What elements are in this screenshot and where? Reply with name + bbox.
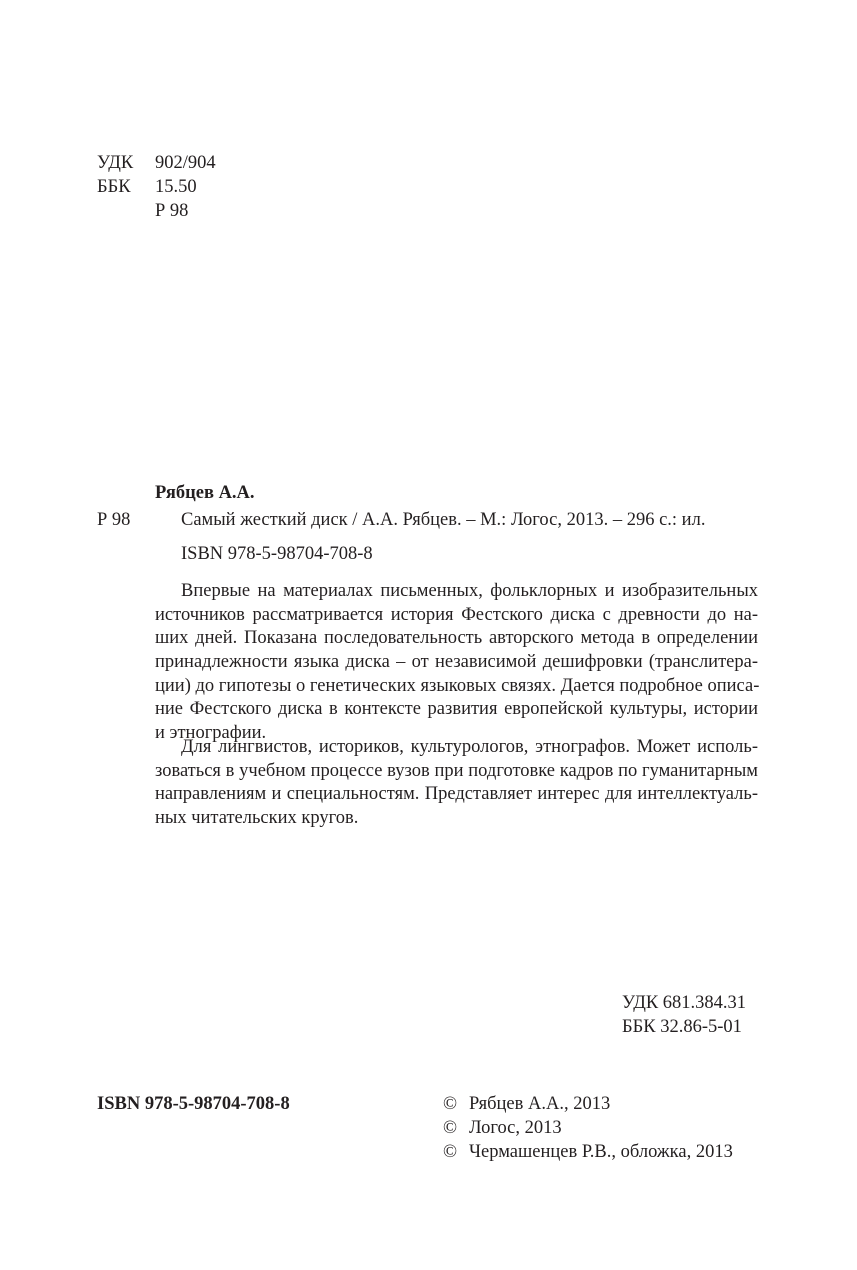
- author-heading: Рябцев А.А.: [155, 483, 255, 503]
- annotation-paragraph-1: [155, 580, 758, 746]
- annotation-line: зоваться в учебном процессе вузов при подготовке кадров по гуманитарным: [155, 760, 758, 781]
- udk-label: УДК: [97, 153, 134, 173]
- annotation-line: источников рассматривается история Фестского диска с древности до на-: [155, 604, 758, 625]
- bbk-value: 15.50: [155, 177, 197, 197]
- annotation-line: Впервые на материалах письменных, фольклорных и изобразительных: [181, 581, 758, 601]
- copyright-icon: ©: [443, 1094, 458, 1114]
- annotation-line: и этнографии.: [155, 723, 267, 744]
- annotation-line: принадлежности языка диска – от независимой дешифровки (транслитера-: [155, 652, 758, 673]
- bbk-row: [97, 174, 197, 201]
- annotation-line: ние Фестского диска в контексте развития европейской культуры, истории: [155, 699, 758, 720]
- isbn-line: ISBN 978-5-98704-708-8: [181, 544, 373, 564]
- bbk-label: ББК: [97, 177, 131, 197]
- annotation-line: направлениям и специальностям. Представляет интерес для интеллектуаль-: [155, 784, 758, 805]
- footer-isbn: ISBN 978-5-98704-708-8: [97, 1094, 290, 1114]
- bbk-code: ББК 32.86-5-01: [622, 1017, 742, 1037]
- copyright-line: [443, 1139, 733, 1165]
- index-mark: Р 98: [97, 510, 131, 530]
- copyright-line: [443, 1091, 610, 1117]
- annotation-paragraph-2: [155, 736, 758, 831]
- udk-value: 902/904: [155, 153, 216, 173]
- annotation-line: ных читательских кругов.: [155, 808, 359, 829]
- author-mark-row: [97, 198, 188, 225]
- copyright-text: Чермашенцев Р.В., обложка, 2013: [469, 1142, 733, 1162]
- copyright-text: Логос, 2013: [469, 1118, 562, 1138]
- udk-code: УДК 681.384.31: [622, 993, 747, 1013]
- udk-row: [97, 150, 216, 177]
- annotation-line: ции) до гипотезы о генетических языковых связях. Дается подробное описа-: [155, 675, 760, 696]
- annotation-line: Для лингвистов, историков, культурологов, этнографов. Может исполь-: [181, 737, 758, 757]
- citation: Самый жесткий диск / А.А. Рябцев. – М.: Логос, 2013. – 296 с.: ил.: [181, 510, 706, 530]
- copyright-icon: ©: [443, 1118, 458, 1138]
- copyright-icon: ©: [443, 1142, 458, 1162]
- author-mark-value: Р 98: [155, 201, 189, 221]
- copyright-text: Рябцев А.А., 2013: [469, 1094, 611, 1114]
- copyright-line: [443, 1115, 562, 1141]
- annotation-line: ших дней. Показана последовательность авторского метода в определении: [155, 628, 758, 649]
